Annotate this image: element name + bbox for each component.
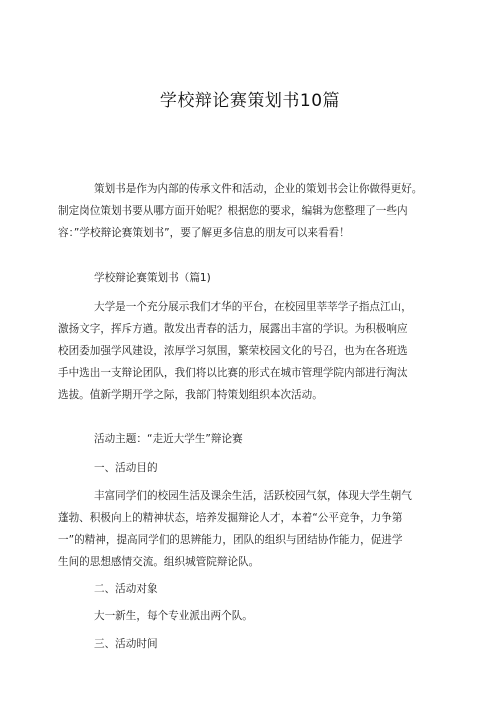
intro-line: 容：”学校辩论赛策划书”，要了解更多信息的朋友可以来看看！ xyxy=(58,227,350,239)
paragraph-line: 大学是一个充分展示我们才华的平台，在校园里莘莘学子指点江山， xyxy=(94,301,412,313)
heading-purpose xyxy=(58,457,456,479)
paragraph-line: 一”的精神，提高同学们的思辨能力，团队的组织与团结协作能力，促进学 xyxy=(58,534,403,546)
heading-purpose-text: 一、活动目的 xyxy=(94,462,158,474)
paragraph-line: 手中选出一支辩论团队，我们将以比赛的形式在城市管理学院内部进行淘汰 xyxy=(58,367,408,379)
target-paragraph xyxy=(58,605,456,627)
paragraph-line: 生间的思想感情交流。组织城管院辩论队。 xyxy=(58,556,260,568)
section-heading xyxy=(58,267,456,289)
section-heading-text: 学校辩论赛策划书（篇1) xyxy=(94,272,211,284)
paragraph-line: 激扬文字，挥斥方遒。散发出青春的活力，展露出丰富的学识。为积极响应 xyxy=(58,323,408,335)
target-text: 大一新生，每个专业派出两个队。 xyxy=(94,610,253,622)
activity-theme xyxy=(58,428,456,450)
paragraph-line: 校团委加强学风建设，浓厚学习氛围，繁荣校园文化的号召，也为在各班选 xyxy=(58,345,408,357)
intro-line: 策划书是作为内部的传承文件和活动，企业的策划书会让你做得更好。 xyxy=(94,183,423,195)
paragraph-line: 选拔。值新学期开学之际，我部门特策划组织本次活动。 xyxy=(58,389,323,401)
heading-time-text: 三、活动时间 xyxy=(94,638,158,650)
document-title: 学校辩论赛策划书10篇 xyxy=(159,91,341,111)
paragraph-line: 丰富同学们的校园生活及课余生活，活跃校园气氛，体现大学生朝气 xyxy=(94,490,412,502)
heading-target-text: 二、活动对象 xyxy=(94,583,158,595)
intro-line: 制定岗位策划书要从哪方面开始呢？根据您的要求，编辑为您整理了一些内 xyxy=(58,205,408,217)
intro-paragraph xyxy=(58,178,456,244)
paragraph-line: 蓬勃、积极向上的精神状态，培养发掘辩论人才，本着“公平竞争，力争第 xyxy=(58,512,403,524)
activity-theme-text: 活动主题：“走近大学生”辩论赛 xyxy=(94,433,243,445)
heading-time xyxy=(58,633,456,655)
heading-target xyxy=(58,578,456,600)
paragraph-1 xyxy=(58,296,456,406)
paragraph-2 xyxy=(58,485,456,573)
